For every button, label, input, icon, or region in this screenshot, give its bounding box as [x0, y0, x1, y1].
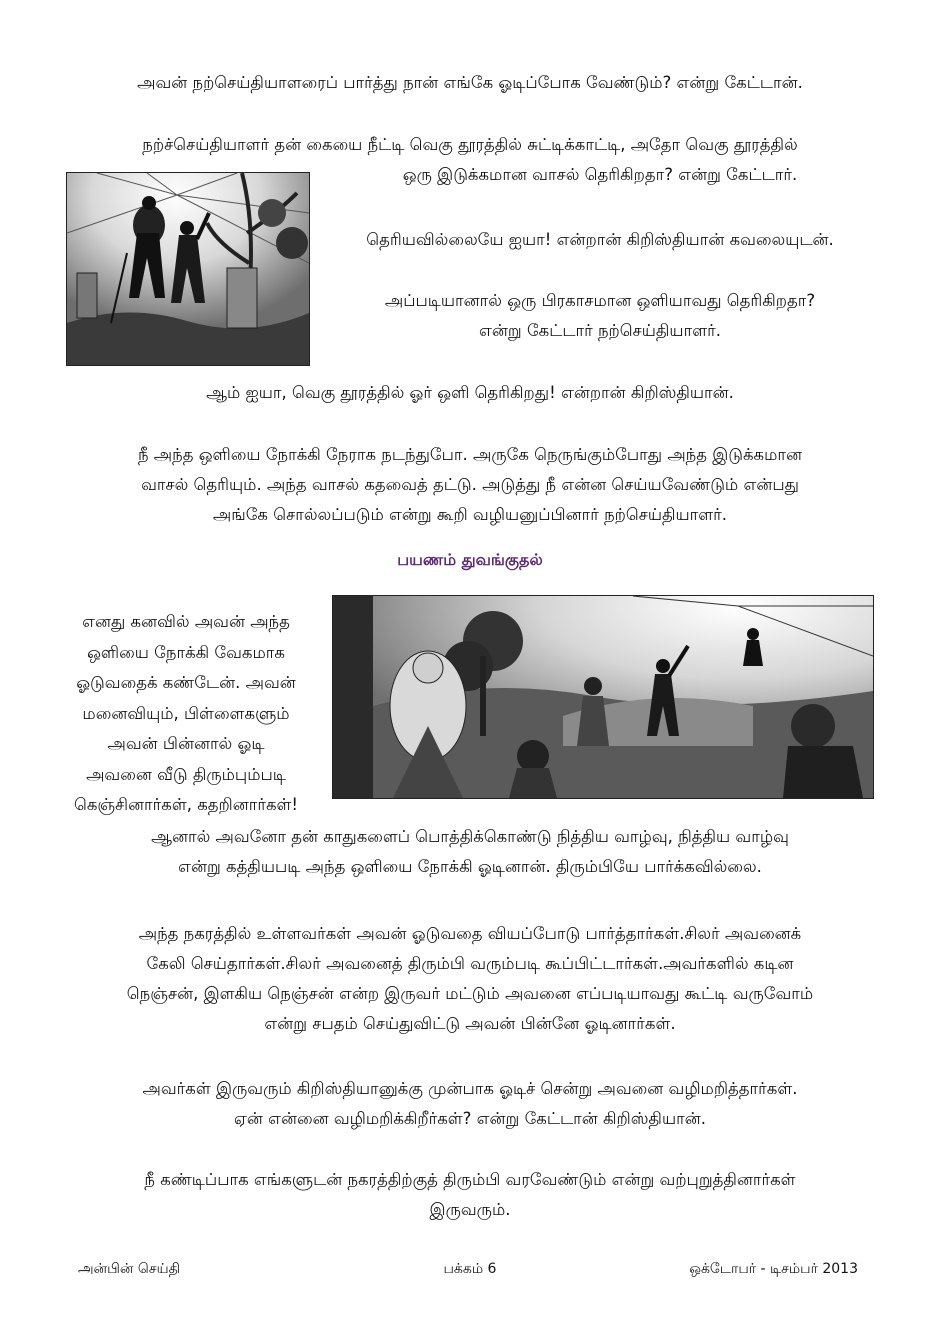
text-line: அங்கே சொல்லப்படும் என்று கூறி வழியனுப்பினார் நற்செய்தியாளர்.: [212, 505, 728, 524]
text-line: எனது கனவில் அவன் அந்த: [82, 612, 290, 631]
paragraph-insist: [60, 1165, 880, 1225]
text-line: நற்ச்செய்தியாளர் தன் கையை நீட்டி வெகு தூரத்தில் சுட்டிக்காட்டி, அதோ வெகு தூரத்தில்: [142, 135, 798, 154]
text-line: என்று சபதம் செய்துவிட்டு அவன் பின்னே ஓடினார்கள்.: [264, 1014, 676, 1033]
paragraph-blocked: [60, 1074, 880, 1134]
text-line: அவன் பின்னால் ஓடி: [107, 734, 265, 753]
text-line: ஏன் என்னை வழிமறிக்கிறீர்கள்? என்று கேட்டான் கிறிஸ்தியான்.: [234, 1109, 706, 1128]
text-line: ஓடுவதைக் கண்டேன். அவன்: [76, 673, 296, 692]
section-heading: பயணம் துவங்குதல்: [397, 550, 543, 569]
text-line: கெஞ்சினார்கள், கதறினார்கள்!: [73, 795, 298, 814]
text-line: ஆம் ஐயா, வெகு தூரத்தில் ஓர் ஒளி தெரிகிறது! என்றான் கிறிஸ்தியான்.: [206, 383, 734, 402]
footer-publication: அன்பின் செய்தி: [78, 1261, 181, 1277]
paragraph-townspeople: [60, 919, 880, 1039]
paragraph-sees-light: [60, 378, 880, 408]
text-line: இருவரும்.: [429, 1200, 511, 1219]
footer-date: ஒக்டோபர் - டிசம்பர் 2013: [689, 1261, 858, 1277]
text-line: நீ கண்டிப்பாக எங்களுடன் நகரத்திற்குத் திரும்பி வரவேண்டும் என்று வற்புறுத்தினார்கள்: [144, 1170, 796, 1189]
illustration-travellers: [66, 172, 310, 366]
illustration-family-watching: [332, 595, 874, 799]
text-line: தெரியவில்லையே ஐயா! என்றான் கிறிஸ்தியான் கவலையுடன்.: [366, 230, 834, 249]
text-line: கேலி செய்தார்கள்.சிலர் அவனைத் திரும்பி வரும்படி கூப்பிட்டார்கள்.அவர்களில் கடின: [146, 954, 794, 973]
text-line: மனைவியும், பிள்ளைகளும்: [82, 703, 290, 723]
text-line: வாசல் தெரியும். அந்த வாசல் கதவைத் தட்டு. அடுத்து நீ என்ன செய்யவேண்டும் என்பது: [141, 475, 799, 494]
paragraph-question: [60, 68, 880, 98]
text-line: அந்த நகரத்தில் உள்ளவர்கள் அவன் ஓடுவதை வியப்போடு பார்த்தார்கள்.சிலர் அவனைக்: [138, 924, 802, 943]
paragraph-bright-light: [300, 286, 900, 346]
text-line: என்று கத்தியபடி அந்த ஒளியை நோக்கி ஓடினான். திரும்பியே பார்க்கவில்லை.: [178, 857, 762, 876]
text-line: நீ அந்த ஒளியை நோக்கி நேராக நடந்துபோ. அருகே நெருங்கும்போது அந்த இடுக்கமான: [137, 445, 803, 464]
paragraph-dream: [60, 607, 312, 821]
paragraph-runs-to-light: [60, 822, 880, 882]
paragraph-evangelist-points: [60, 130, 880, 160]
paragraph-instructions: [60, 440, 880, 530]
text-line: அவர்கள் இருவரும் கிறிஸ்தியானுக்கு முன்பாக ஓடிச் சென்று அவனை வழிமறித்தார்கள்.: [142, 1079, 798, 1098]
paragraph-narrow-gate: [300, 160, 900, 190]
footer-page-number: பக்கம் 6: [443, 1261, 497, 1277]
text-line: ஒளியை நோக்கி வேகமாக: [87, 642, 285, 662]
text-line: அவனை வீடு திரும்பும்படி: [86, 764, 286, 784]
text-line: அவன் நற்செய்தியாளரைப் பார்த்து நான் எங்கே ஓடிப்போக வேண்டும்? என்று கேட்டான்.: [137, 73, 803, 92]
text-line: ஒரு இடுக்கமான வாசல் தெரிகிறதா? என்று கேட்டார்.: [402, 165, 798, 184]
text-line: என்று கேட்டார் நற்செய்தியாளர்.: [479, 321, 721, 340]
text-line: ஆனால் அவனோ தன் காதுகளைப் பொத்திக்கொண்டு நித்திய வாழ்வு, நித்திய வாழ்வு: [151, 827, 789, 846]
paragraph-cannot-see: [300, 225, 900, 255]
text-line: நெஞ்சன், இளகிய நெஞ்சன் என்ற இருவர் மட்டும் அவனை எப்படியாவது கூட்டி வருவோம்: [126, 984, 814, 1003]
text-line: அப்படியானால் ஒரு பிரகாசமான ஒளியாவது தெரிகிறதா?: [384, 291, 816, 310]
